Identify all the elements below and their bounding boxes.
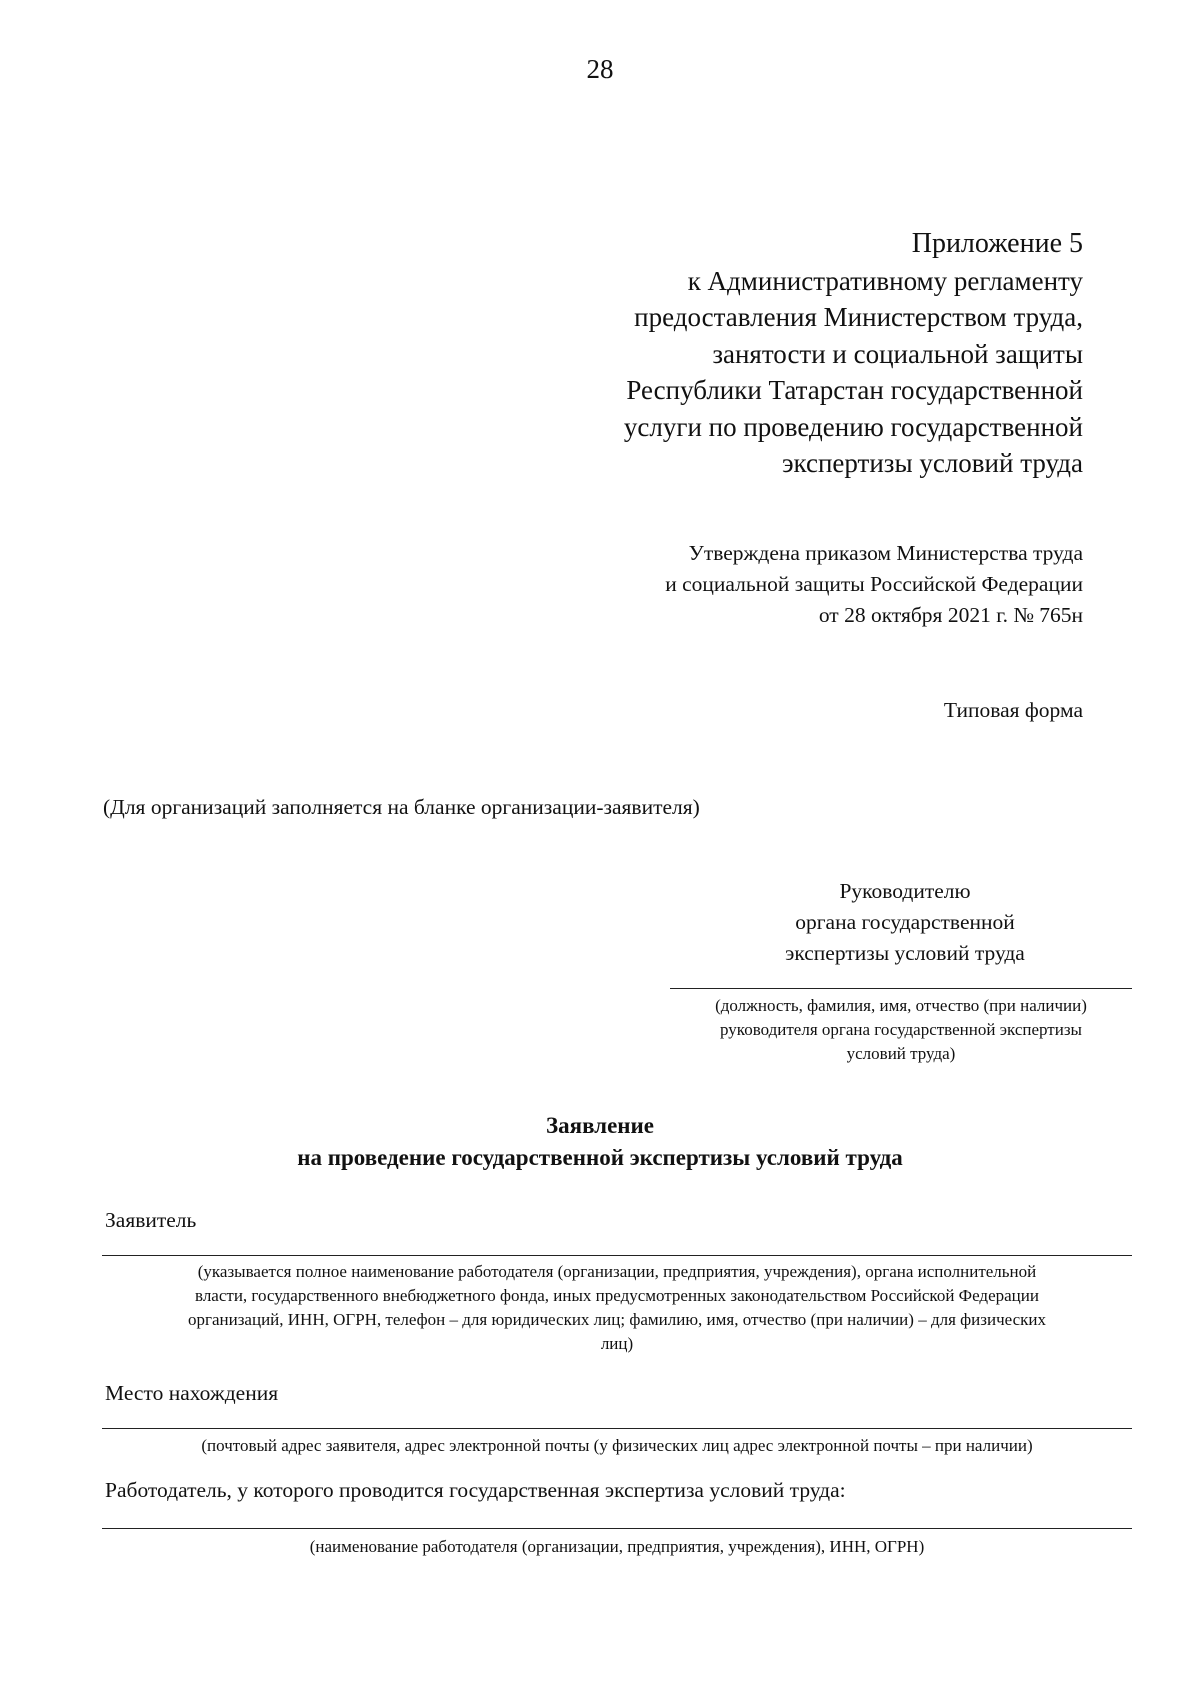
appendix-header (523, 226, 1083, 482)
applicant-caption-line: власти, государственного внебюджетного фонда, иных предусмотренных законодательством Российской Федерации (195, 1286, 1039, 1305)
applicant-caption-line: лиц) (600, 1334, 634, 1353)
appendix-line: предоставления Министерством труда, (634, 302, 1083, 332)
appendix-line: Республики Татарстан государственной (626, 375, 1083, 405)
page-number: 28 (586, 54, 614, 84)
applicant-caption-line: (указывается полное наименование работодателя (организации, предприятия, учреждения), органа исполнительной (197, 1262, 1037, 1281)
addressee-caption-line: условий труда) (846, 1044, 956, 1063)
applicant-label: Заявитель (105, 1208, 197, 1232)
appendix-line: занятости и социальной защиты (712, 338, 1083, 369)
addressee-fill-line (670, 988, 1132, 989)
applicant-caption (102, 1260, 1132, 1356)
applicant-fill-line (102, 1255, 1132, 1256)
location-label: Место нахождения (105, 1381, 279, 1405)
approval-line: и социальной защиты Российской Федерации (665, 572, 1083, 596)
appendix-title: Приложение 5 (911, 228, 1083, 259)
addressee-line: органа государственной (795, 910, 1015, 934)
employer-label: Работодатель, у которого проводится государственная экспертиза условий труда: (105, 1478, 846, 1502)
location-fill-line (102, 1428, 1132, 1429)
employer-caption: (наименование работодателя (организации, предприятия, учреждения), ИНН, ОГРН) (309, 1537, 925, 1556)
appendix-line: к Административному регламенту (687, 265, 1083, 296)
addressee-block (740, 876, 1070, 969)
approval-line: от 28 октября 2021 г. № 765н (818, 603, 1083, 627)
addressee-line: экспертизы условий труда (785, 941, 1025, 965)
approval-note (563, 538, 1083, 631)
form-title (0, 1110, 1200, 1174)
location-caption: (почтовый адрес заявителя, адрес электронной почты (у физических лиц адрес электронной почты – при наличии) (201, 1436, 1033, 1455)
employer-fill-line (102, 1528, 1132, 1529)
addressee-line: Руководителю (839, 879, 971, 903)
appendix-line: экспертизы условий труда (781, 448, 1083, 478)
applicant-caption-line: организаций, ИНН, ОГРН, телефон – для юридических лиц; фамилию, имя, отчество (при наличии) – для физических (188, 1310, 1046, 1329)
form-title-line1: Заявление (545, 1113, 655, 1138)
addressee-caption-line: (должность, фамилия, имя, отчество (при наличии) (715, 996, 1087, 1015)
blank-note: (Для организаций заполняется на бланке организации-заявителя) (103, 795, 700, 819)
form-title-line2: на проведение государственной экспертизы условий труда (297, 1145, 903, 1170)
form-type-label: Типовая форма (943, 698, 1083, 722)
addressee-caption (670, 994, 1132, 1066)
addressee-caption-line: руководителя органа государственной экспертизы (720, 1020, 1082, 1039)
appendix-line: услуги по проведению государственной (623, 411, 1083, 442)
approval-line: Утверждена приказом Министерства труда (688, 541, 1083, 565)
